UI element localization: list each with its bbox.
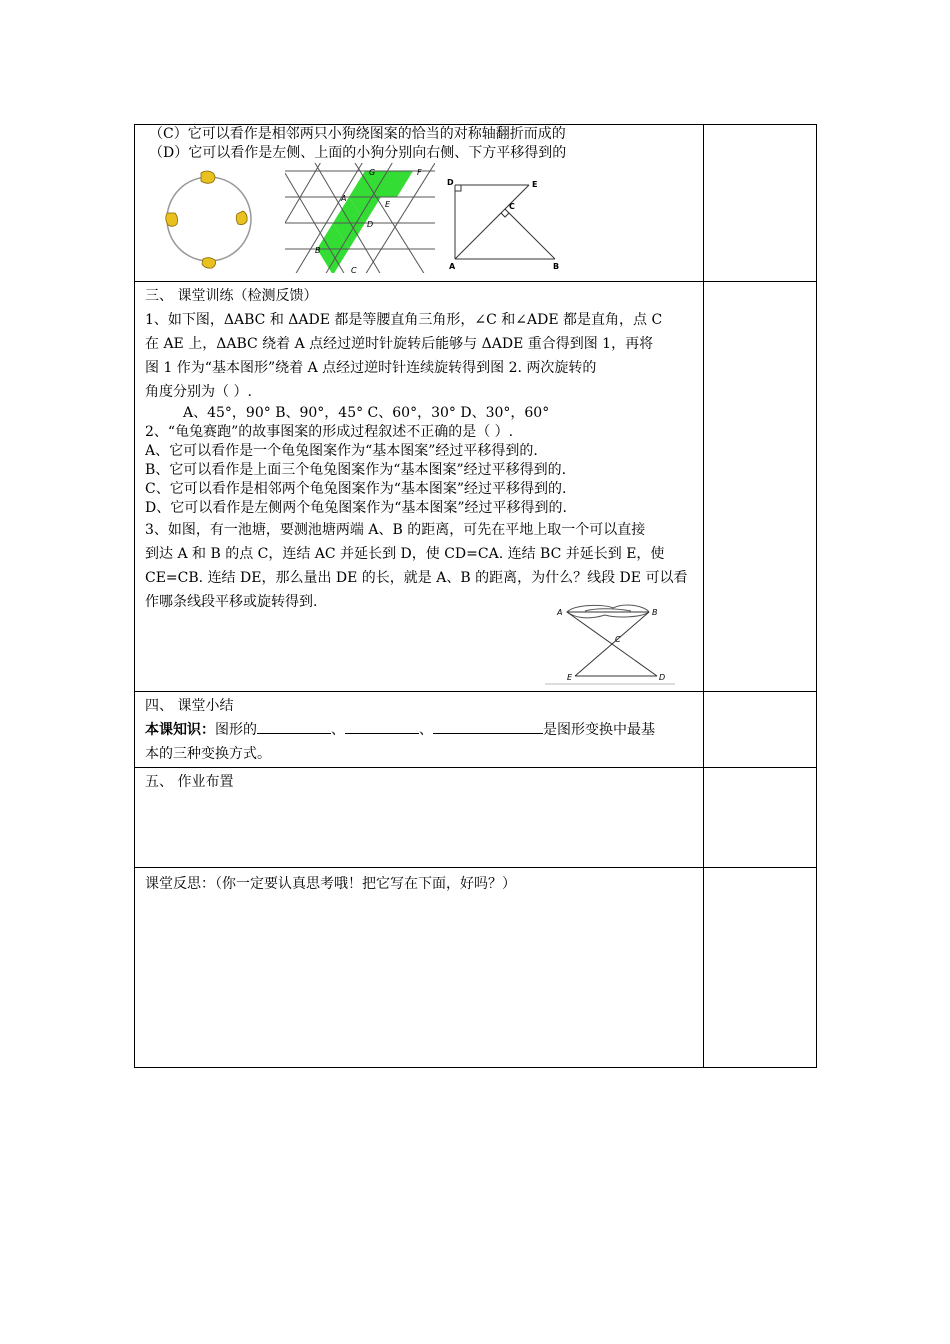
side-column [704,125,817,282]
section-3-title: 三、 课堂训练（检测反馈） [145,288,318,304]
q1-line-4: 角度分别为（ ）. [145,384,252,400]
q3-line-2: 到达 A 和 B 的点 C，连结 AC 并延长到 D，使 CD=CA. 连结 BC 并延长到 E，使 [145,546,665,562]
option-c-line: （C）它可以看作是相邻两只小狗绕图案的恰当的对称轴翻折而成的 [149,126,566,142]
tri-label-a: A [449,262,456,271]
q3-line-1: 3、如图，有一池塘，要测池塘两端 A、B 的距离，可先在平地上取一个可以直接 [145,522,646,538]
q2-option-c: C、它可以看作是相邻两个龟兔图案作为“基本图案”经过平移得到的. [145,481,567,497]
q1-line-3: 图 1 作为“基本图形”绕着 A 点经过逆时针连续旋转得到图 2. 两次旋转的 [145,360,597,376]
tri-label-e: E [532,180,538,189]
pond-label-a: A [557,608,563,617]
knowledge-line [145,718,693,742]
q2-stem: 2、“龟兔赛跑”的故事图案的形成过程叙述不正确的是（ ）. [145,424,514,440]
grid-label-e: E [385,200,391,209]
blank-3[interactable] [433,719,543,734]
row-section-4 [135,692,817,768]
q3-line-3: CE=CB. 连结 DE，那么量出 DE 的长，就是 A、B 的距离，为什么？线段 DE 可以看 [145,570,688,586]
separator-2: 、 [419,722,433,738]
row-previous-question [135,125,817,282]
tri-label-c: C [509,202,515,211]
grid-label-f: F [417,168,422,177]
dog-circle-figure [163,169,258,269]
tri-label-d: D [447,178,454,187]
q3-line-4: 作哪条线段平移或旋转得到. [145,594,318,610]
tri-label-b: B [553,262,560,271]
q2-option-d: D、它可以看作是左侧两个龟兔图案作为“基本图案”经过平移得到的. [145,500,567,516]
section-5-title: 五、 作业布置 [145,774,234,790]
pond-label-c: C [615,635,621,644]
row-section-5 [135,768,817,868]
q2-option-a: A、它可以看作是一个龟兔图案作为“基本图案”经过平移得到的. [145,443,538,459]
pond-label-e: E [567,673,573,682]
q1-line-2: 在 AE 上，ΔABC 绕着 A 点经过逆时针旋转后能够与 ΔADE 重合得到图 1，再将 [145,336,654,352]
figures-row [135,163,703,273]
pond-label-d: D [659,673,666,682]
separator-1: 、 [331,722,345,738]
q1-line-1: 1、如下图，ΔABC 和 ΔADE 都是等腰直角三角形，∠C 和∠ADE 都是直角，点 C [145,312,663,328]
option-d-line: （D）它可以看作是左侧、上面的小狗分别向右侧、下方平移得到的 [149,145,567,161]
triangle-grid-figure [285,163,435,273]
pond-label-b: B [652,608,658,617]
side-column [704,768,817,868]
side-column [704,692,817,768]
right-triangle-figure [445,175,570,273]
grid-label-a: A [341,194,347,203]
side-column [704,282,817,692]
q2-option-b: B、它可以看作是上面三个龟兔图案作为“基本图案”经过平移得到的. [145,462,567,478]
grid-label-d: D [367,220,374,229]
knowledge-text-after: 是图形变换中最基 [543,722,655,738]
blank-1[interactable] [257,719,331,734]
blank-2[interactable] [345,719,419,734]
row-section-3 [135,282,817,692]
knowledge-text-before: 图形的 [215,722,257,738]
knowledge-label: 本课知识： [145,722,215,738]
grid-label-g: G [369,168,376,177]
lesson-table [134,124,817,1068]
pond-figure [545,602,675,688]
q1-options: A、45°，90° B、90°，45° C、60°，30° D、30°，60° [183,405,550,421]
grid-label-b: B [315,246,321,255]
reflection-prompt: 课堂反思：（你一定要认真思考哦！把它写在下面，好吗？） [145,876,516,892]
section-4-title: 四、 课堂小结 [145,698,234,714]
side-column [704,868,817,1068]
lesson-sheet [134,124,816,1068]
grid-label-c: C [351,266,357,273]
knowledge-line-2: 本的三种变换方式。 [145,746,271,762]
row-reflection [135,868,817,1068]
